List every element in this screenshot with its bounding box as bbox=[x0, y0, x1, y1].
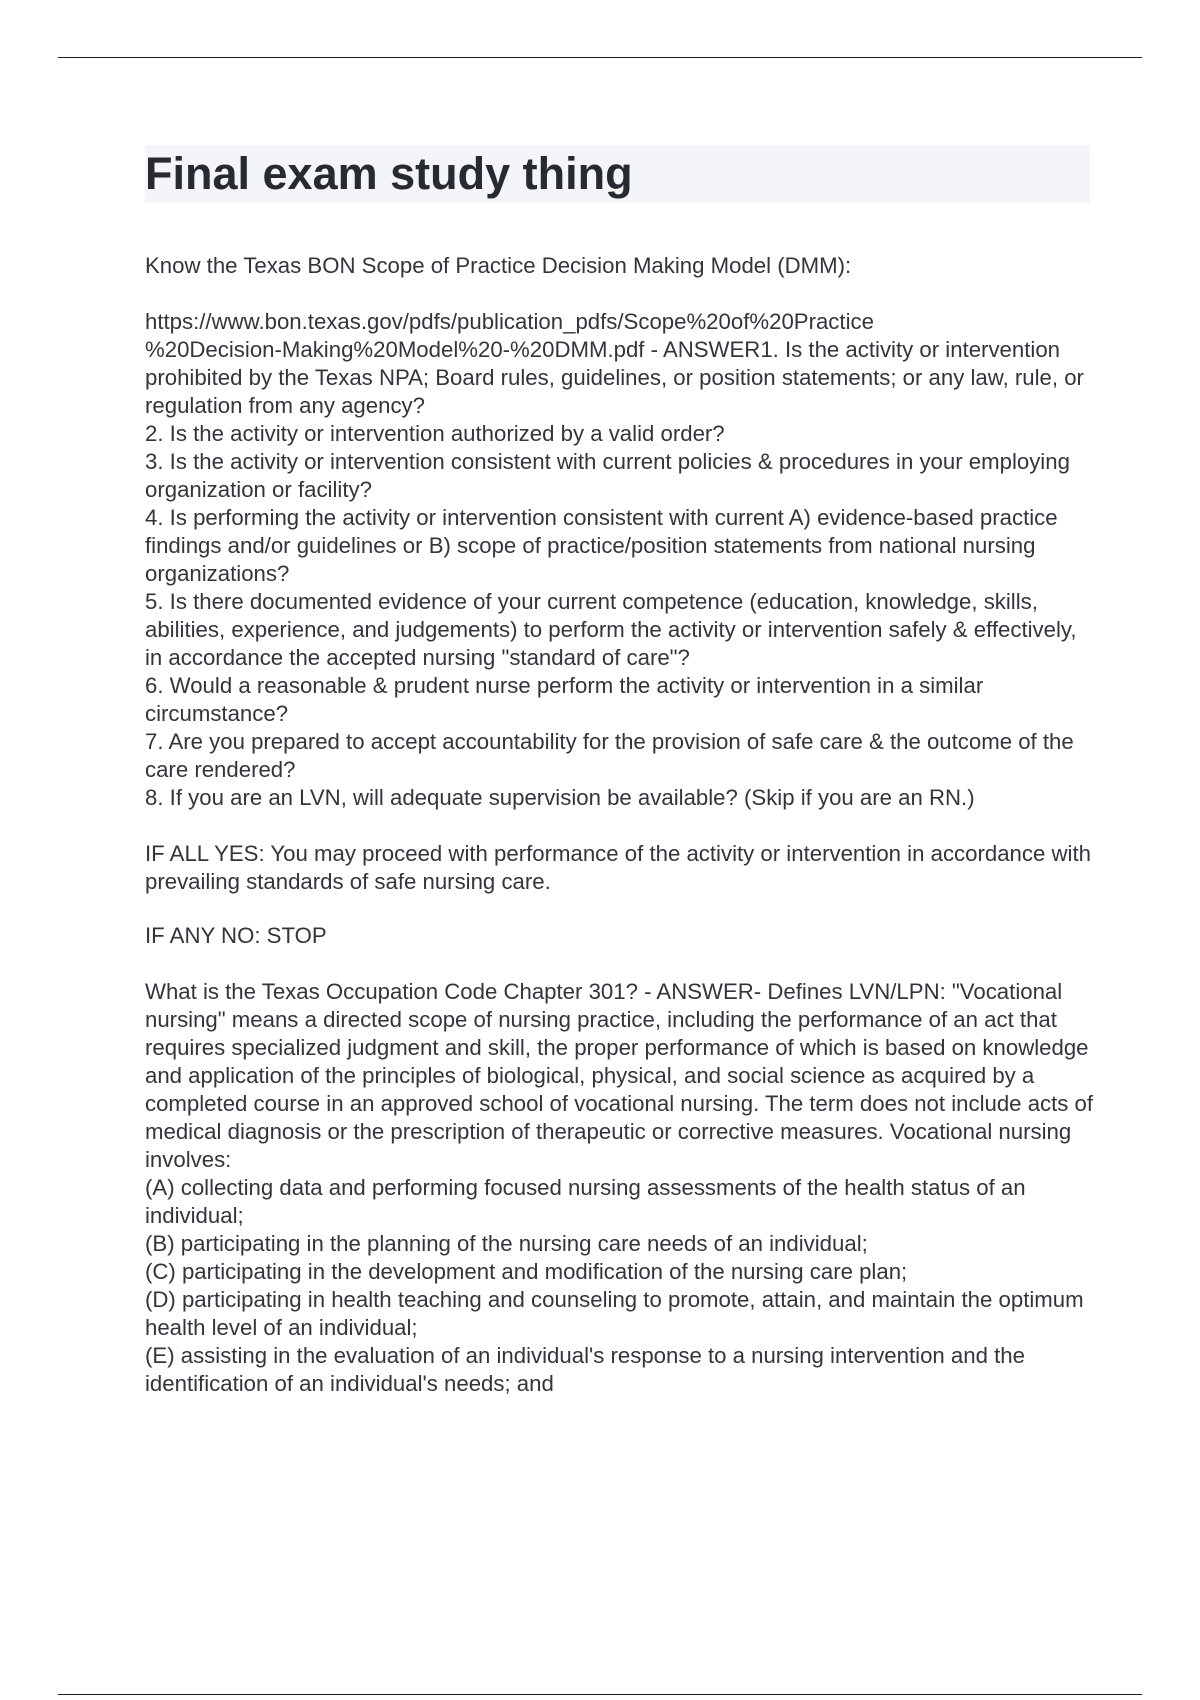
page-title: Final exam study thing bbox=[145, 148, 633, 199]
if-any-no: IF ANY NO: STOP bbox=[145, 923, 327, 948]
document-body bbox=[145, 252, 1095, 1398]
involves-item-c: (C) participating in the development and modification of the nursing care plan; bbox=[145, 1259, 908, 1284]
url-line: https://www.bon.texas.gov/pdfs/publication_pdfs/Scope%20of%20Practice bbox=[145, 309, 874, 334]
spacer bbox=[145, 280, 1095, 308]
top-rule bbox=[58, 57, 1142, 58]
dmm-question-4: 4. Is performing the activity or intervention consistent with current A) evidence-based practice findings and/or guidelines or B) scope of practice/position statements from national nursing organizations? bbox=[145, 505, 1058, 586]
dmm-question-6: 6. Would a reasonable & prudent nurse perform the activity or intervention in a similar circumstance? bbox=[145, 673, 984, 726]
involves-item-b: (B) participating in the planning of the nursing care needs of an individual; bbox=[145, 1231, 868, 1256]
dmm-question-8: 8. If you are an LVN, will adequate supervision be available? (Skip if you are an RN.) bbox=[145, 785, 975, 810]
occupation-code-paragraph: What is the Texas Occupation Code Chapter 301? - ANSWER- Defines LVN/LPN: "Vocational nursing" means a directed scope of nursing practice, including the performance of an act that requires specialized judgment and skill, the proper performance of which is based on knowledge and application of the principles of biological, physical, and social science as acquired by a completed course in an approved school of vocational nursing. The term does not include acts of medical diagnosis or the prescription of therapeutic or corrective measures. Vocational nursing involves: bbox=[145, 979, 1094, 1172]
spacer bbox=[145, 950, 1095, 978]
dmm-question-3: 3. Is the activity or intervention consistent with current policies & procedures in your employing organization or facility? bbox=[145, 449, 1070, 502]
dmm-question-5: 5. Is there documented evidence of your current competence (education, knowledge, skills, abilities, experience, and judgements) to perform the activity or intervention safely & effectively, in accordance the accepted nursing "standard of care"? bbox=[145, 589, 1077, 670]
dmm-question-1: %20Decision-Making%20Model%20-%20DMM.pdf - ANSWER1. Is the activity or intervention prohibited by the Texas NPA; Board rules, guidelines, or position statements; or any law, rule, or regulation from any agency? bbox=[145, 337, 1084, 418]
spacer bbox=[145, 812, 1095, 840]
bottom-rule bbox=[58, 1694, 1142, 1695]
dmm-question-7: 7. Are you prepared to accept accountability for the provision of safe care & the outcome of the care rendered? bbox=[145, 729, 1074, 782]
spacer bbox=[145, 896, 1095, 922]
involves-item-e: (E) assisting in the evaluation of an individual's response to a nursing intervention and the identification of an individual's needs; and bbox=[145, 1343, 1025, 1396]
if-all-yes: IF ALL YES: You may proceed with performance of the activity or intervention in accordance with prevailing standards of safe nursing care. bbox=[145, 841, 1091, 894]
involves-item-d: (D) participating in health teaching and counseling to promote, attain, and maintain the optimum health level of an individual; bbox=[145, 1287, 1084, 1340]
involves-item-a: (A) collecting data and performing focused nursing assessments of the health status of an individual; bbox=[145, 1175, 1026, 1228]
dmm-question-2: 2. Is the activity or intervention authorized by a valid order? bbox=[145, 421, 725, 446]
intro-paragraph: Know the Texas BON Scope of Practice Decision Making Model (DMM): bbox=[145, 253, 852, 278]
